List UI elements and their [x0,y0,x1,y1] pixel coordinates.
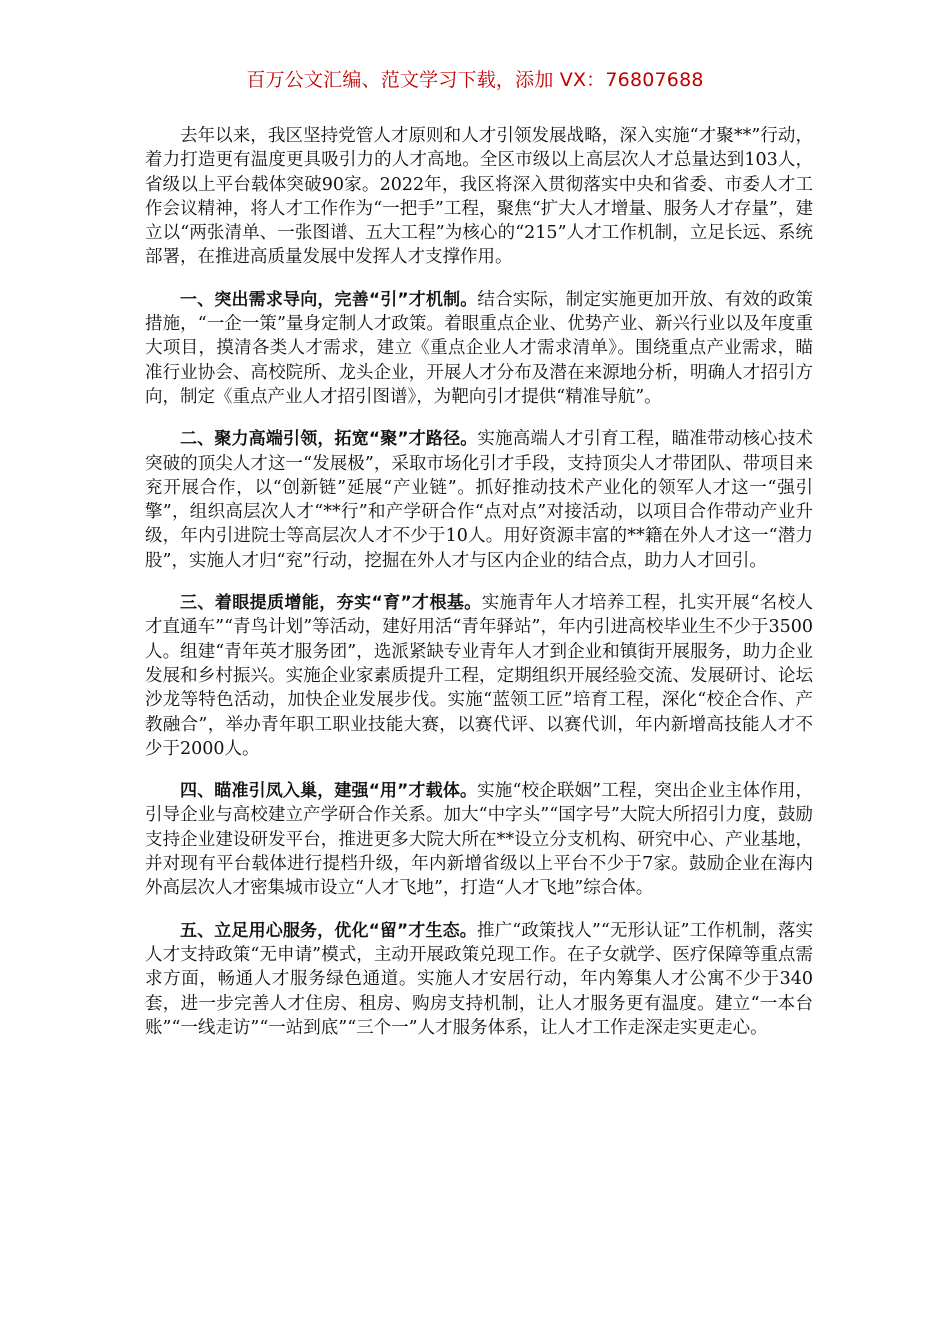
document-body [145,124,813,1058]
section-5-heading: 五、立足用心服务，优化“留”才生态。 [180,920,477,941]
intro-paragraph: 去年以来，我区坚持党管人才原则和人才引领发展战略，深入实施“才聚**”行动，着力打造更有温度更具吸引力的人才高地。全区市级以上高层次人才总量达到103人，省级以上平台载体突破90家。2022年，我区将深入贯彻落实中央和省委、市委人才工作会议精神，将人才工作作为“一把手”工程，聚焦“扩大人才增量、服务人才存量”，建立以“两张清单、一张图谱、五大工程”为核心的“215”人才工作机制，立足长远、系统部署，在推进高质量发展中发挥人才支撑作用。 [145,126,813,268]
section-2-heading: 二、聚力高端引领，拓宽“聚”才路径。 [180,429,478,450]
section-3-paragraph [145,591,813,761]
section-4-body: 实施“校企联姻”工程，突出企业主体作用，引导企业与高校建立产学研合作关系。加大“中字头”“国字号”大院大所招引力度，鼓励支持企业建设研发平台，推进更多大院大所在**设立分支机构、研究中心、产业基地，并对现有平台载体进行提档升级，年内新增省级以上平台不少于7家。鼓励企业在海内外高层次人才密集城市设立“人才飞地”，打造“人才飞地”综合体。 [145,781,813,899]
section-4-paragraph [145,779,813,900]
header-banner: 百万公文汇编、范文学习下载，添加 VX：76807688 [246,69,704,91]
section-2-paragraph [145,427,813,573]
section-3-heading: 三、着眼提质增能，夯实“育”才根基。 [180,593,482,614]
section-1-heading: 一、突出需求导向，完善“引”才机制。 [180,289,478,310]
section-3-body: 实施青年人才培养工程，扎实开展“名校人才直通车”“青鸟计划”等活动，建好用活“青年驿站”，年内引进高校毕业生不少于3500人。组建“青年英才服务团”，选派紧缺专业青年人才到企业和镇街开展服务，助力企业发展和乡村振兴。实施企业家素质提升工程，定期组织开展经验交流、发展研讨、论坛沙龙等特色活动，加快企业发展步伐。实施“蓝领工匠”培育工程，深化“校企合作、产教融合”，举办青年职工职业技能大赛，以赛代评、以赛代训，年内新增高技能人才不少于2000人。 [145,593,813,759]
section-4-heading: 四、瞄准引凤入巢，建强“用”才载体。 [180,781,478,802]
section-2-body: 实施高端人才引育工程，瞄准带动核心技术突破的顶尖人才这一“发展极”，采取市场化引才手段，支持顶尖人才带团队、带项目来兖开展合作，以“创新链”延展“产业链”。抓好推动技术产业化的领军人才这一“强引擎”，组织高层次人才“**行”和产学研合作“点对点”对接活动，以项目合作带动产业升级，年内引进院士等高层次人才不少于10人。用好资源丰富的**籍在外人才这一“潜力股”，实施人才归“兖”行动，挖掘在外人才与区内企业的结合点，助力人才回引。 [145,429,813,571]
section-5-body: 推广“政策找人”“无形认证”工作机制，落实人才支持政策“无申请”模式，主动开展政策兑现工作。在子女就学、医疗保障等重点需求方面，畅通人才服务绿色通道。实施人才安居行动，年内筹集人才公寓不少于340套，进一步完善人才住房、租房、购房支持机制，让人才服务更有温度。建立“一本台账”“一线走访”“一站到底”“三个一”人才服务体系，让人才工作走深走实更走心。 [145,920,813,1038]
section-5-paragraph [145,919,813,1040]
section-1-paragraph [145,288,813,409]
section-1-body: 结合实际，制定实施更加开放、有效的政策措施，“一企一策”量身定制人才政策。着眼重点企业、优势产业、新兴行业以及年度重大项目，摸清各类人才需求，建立《重点企业人才需求清单》。围绕重点产业需求，瞄准行业协会、高校院所、龙头企业，开展人才分布及潜在来源地分析，明确人才招引方向，制定《重点产业人才招引图谱》，为靶向引才提供“精准导航”。 [145,289,813,407]
